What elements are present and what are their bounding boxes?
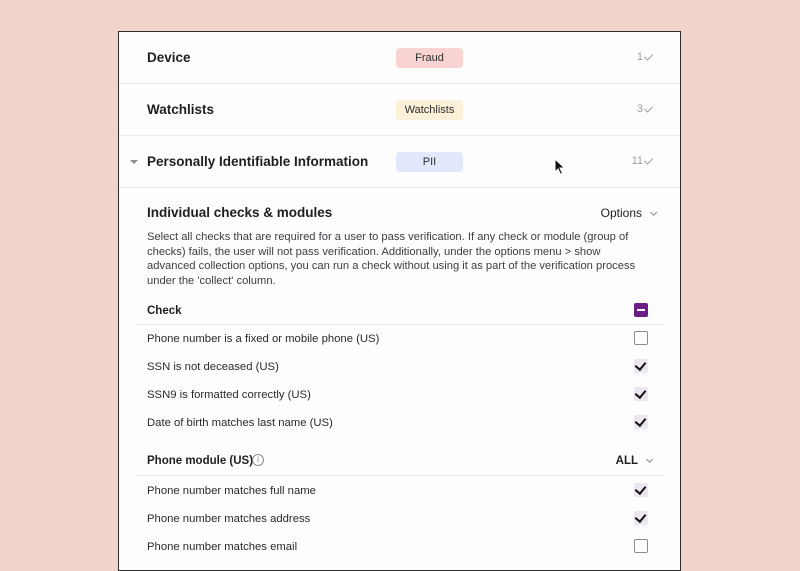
checkmark-icon [644,155,653,164]
check-item-label: SSN is not deceased (US) [147,361,279,373]
category-badge: PII [396,152,463,172]
module-selector[interactable] [616,455,650,467]
divider [137,475,664,476]
section-description: Select all checks that are required for a user to pass verification. If any check or module (group of checks) fails, the user will not pass verification. Additionally, under the options menu > show advanced collection options, you can run a check without using it as part of the verification process under the 'collect' column. [147,231,636,287]
section-title: Individual checks & modules [147,205,333,220]
info-icon[interactable]: i [252,454,264,466]
module-item-label: Phone number matches email [147,541,298,553]
module-item-label: Phone number matches address [147,513,311,525]
category-badge: Watchlists [396,100,463,120]
module-item-checkbox[interactable] [634,483,648,497]
check-item-checkbox[interactable] [634,331,648,345]
module-item-label: Phone number matches full name [147,485,316,497]
select-all-checkbox[interactable] [634,303,648,317]
module-selector-label: ALL [615,455,638,467]
mouse-cursor-icon [554,158,566,176]
module-item-checkbox[interactable] [634,511,648,525]
caret-down-icon[interactable] [130,160,138,164]
chevron-down-icon [646,456,653,463]
check-item-label: Phone number is a fixed or mobile phone (US) [147,333,380,345]
check-item-label: SSN9 is formatted correctly (US) [147,389,311,401]
category-title: Personally Identifiable Information [147,154,369,169]
check-count: 11 [632,155,654,167]
options-dropdown[interactable] [601,206,654,220]
checkmark-icon [644,51,653,60]
checkmark-icon [644,103,653,112]
check-item-checkbox[interactable] [634,415,648,429]
category-title: Watchlists [147,102,215,117]
category-row-pii[interactable] [119,136,680,188]
check-item-checkbox[interactable] [634,359,648,373]
category-title: Device [147,50,191,65]
check-count: 1 [637,51,654,63]
check-item-label: Date of birth matches last name (US) [147,417,333,429]
chevron-down-icon [650,209,657,216]
check-item-checkbox[interactable] [634,387,648,401]
verification-panel [118,31,681,571]
category-row-device[interactable] [119,32,680,84]
check-count: 3 [637,103,654,115]
category-badge: Fraud [396,48,463,68]
category-row-watchlists[interactable] [119,84,680,136]
check-column-header: Check [147,305,182,317]
module-title: Phone module (US) [147,455,254,467]
divider [137,324,664,325]
options-label: Options [600,206,642,220]
